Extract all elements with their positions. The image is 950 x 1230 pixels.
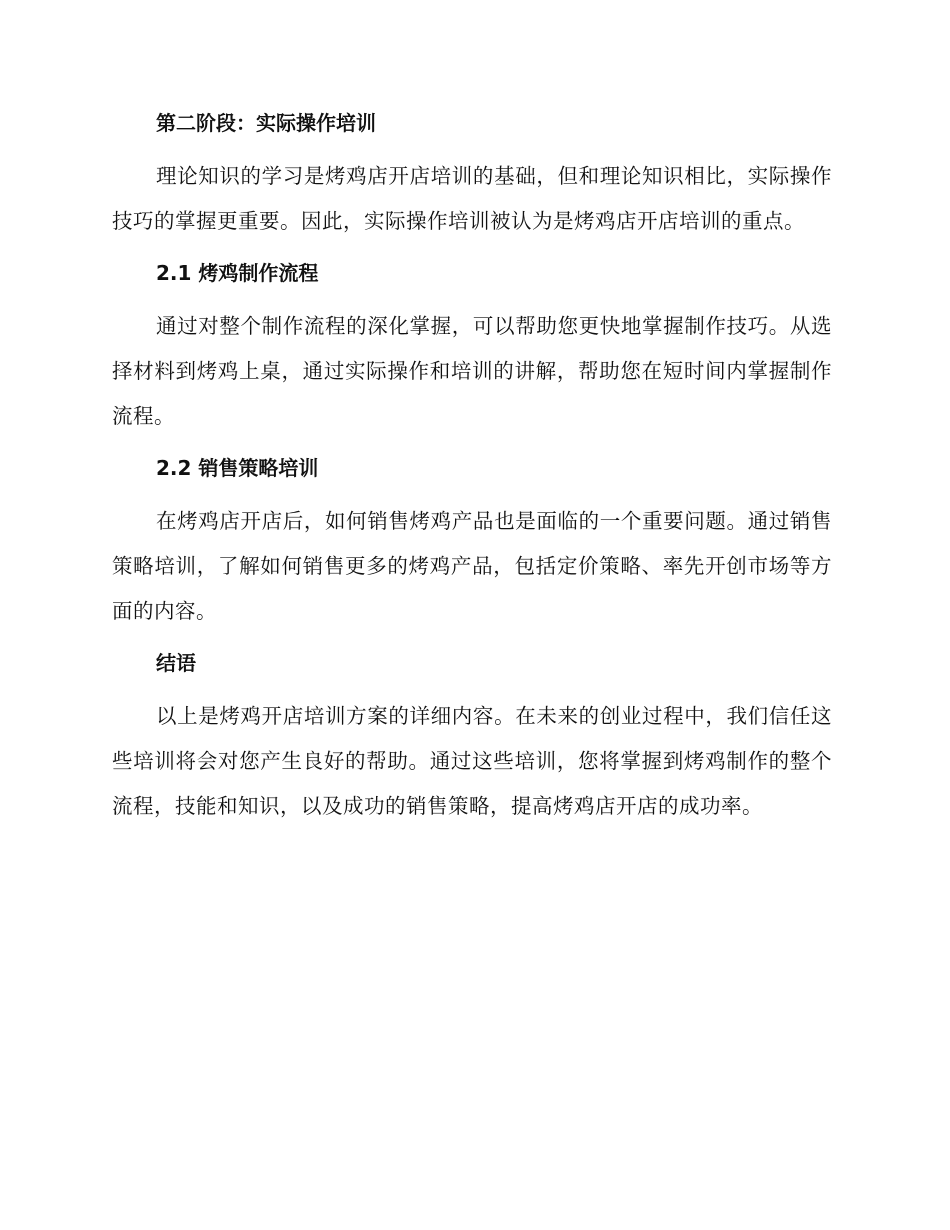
document-page <box>112 108 832 843</box>
section-paragraph: 以上是烤鸡开店培训方案的详细内容。在未来的创业过程中，我们信任这些培训将会对您产生良好的帮助。通过这些培训，您将掌握到烤鸡制作的整个流程，技能和知识，以及成功的销售策略，提高烤鸡店开店的成功率。 <box>112 704 832 818</box>
section-heading: 结语 <box>156 651 196 675</box>
section-conclusion <box>112 648 832 829</box>
section-chicken-process <box>112 258 832 439</box>
section-paragraph: 通过对整个制作流程的深化掌握，可以帮助您更快地掌握制作技巧。从选择材料到烤鸡上桌，通过实际操作和培训的讲解，帮助您在短时间内掌握制作流程。 <box>112 314 832 428</box>
section-stage-two <box>112 108 832 244</box>
section-paragraph: 在烤鸡店开店后，如何销售烤鸡产品也是面临的一个重要问题。通过销售策略培训，了解如何销售更多的烤鸡产品，包括定价策略、率先开创市场等方面的内容。 <box>112 509 832 623</box>
section-heading: 2.1 烤鸡制作流程 <box>156 261 319 285</box>
section-heading: 第二阶段：实际操作培训 <box>156 111 376 135</box>
section-sales-strategy <box>112 453 832 634</box>
section-heading: 2.2 销售策略培训 <box>156 456 319 480</box>
section-paragraph: 理论知识的学习是烤鸡店开店培训的基础，但和理论知识相比，实际操作技巧的掌握更重要。因此，实际操作培训被认为是烤鸡店开店培训的重点。 <box>112 164 832 233</box>
